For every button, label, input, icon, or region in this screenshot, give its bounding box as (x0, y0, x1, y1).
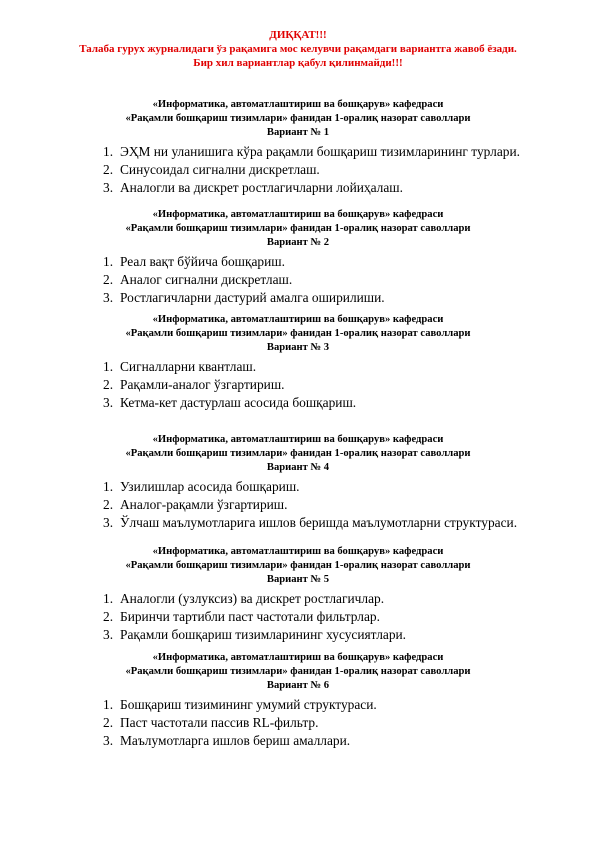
question-number: 3. (103, 627, 114, 642)
question-number: 1. (103, 359, 114, 374)
notice-line-1: Талаба гурух журналидаги ўз рақамига мос келувчи рақамдаги вариантга жавоб ёзади. (79, 43, 517, 55)
department-heading: «Информатика, автоматлаштириш ва бошқарув» кафедраси (152, 434, 444, 445)
question-list (0, 253, 596, 307)
subject-heading: «Рақамли бошқариш тизимлари» фанидан 1-оралиқ назорат саволлари (125, 448, 471, 459)
question-text: Рақамли бошқариш тизимларининг хусусиятлари. (120, 627, 407, 642)
subject-heading: «Рақамли бошқариш тизимлари» фанидан 1-оралиқ назорат саволлари (125, 328, 471, 339)
question-number: 1. (103, 697, 114, 712)
question-item (0, 626, 596, 644)
subject-heading: «Рақамли бошқариш тизимлари» фанидан 1-оралиқ назорат саволлари (125, 223, 471, 234)
question-number: 1. (103, 144, 114, 159)
question-text: Аналог-рақамли ўзгартириш. (120, 497, 288, 512)
department-heading: «Информатика, автоматлаштириш ва бошқарув» кафедраси (152, 652, 444, 663)
question-text: Паст частотали пассив RL-фильтр. (120, 715, 319, 730)
question-text: Сигналларни квантлаш. (120, 359, 257, 374)
question-number: 3. (103, 180, 114, 195)
question-text: Аналогли (узлуксиз) ва дискрет ростлагичлар. (120, 591, 385, 606)
question-item (0, 376, 596, 394)
question-list (0, 358, 596, 412)
question-item (0, 608, 596, 626)
question-text: Ўлчаш маълумотларига ишлов беришда маълумотларни структураси. (120, 515, 518, 530)
variant-block (0, 313, 596, 412)
question-item (0, 271, 596, 289)
question-number: 1. (103, 591, 114, 606)
question-item (0, 714, 596, 732)
question-item (0, 161, 596, 179)
subject-heading: «Рақамли бошқариш тизимлари» фанидан 1-оралиқ назорат саволлари (125, 666, 471, 677)
variant-block (0, 433, 596, 532)
question-text: Узилишлар асосида бошқариш. (120, 479, 300, 494)
question-text: Кетма-кет дастурлаш асосида бошқариш. (120, 395, 357, 410)
notice-block (0, 28, 596, 70)
notice-title: ДИҚҚАТ!!! (269, 29, 327, 41)
question-item (0, 732, 596, 750)
question-number: 3. (103, 395, 114, 410)
variant-label: Вариант № 5 (266, 574, 330, 585)
question-text: Аналог сигнални дискретлаш. (120, 272, 293, 287)
question-item (0, 358, 596, 376)
question-number: 2. (103, 715, 114, 730)
question-item (0, 514, 596, 532)
question-number: 3. (103, 515, 114, 530)
question-text: ЭҲМ ни уланишига кўра рақамли бошқариш тизимларининг турлари. (120, 144, 520, 159)
subject-heading: «Рақамли бошқариш тизимлари» фанидан 1-оралиқ назорат саволлари (125, 113, 471, 124)
question-item (0, 696, 596, 714)
question-number: 2. (103, 162, 114, 177)
question-list (0, 696, 596, 750)
department-heading: «Информатика, автоматлаштириш ва бошқарув» кафедраси (152, 209, 444, 220)
question-text: Ростлагичларни дастурий амалга оширилиши. (120, 290, 385, 305)
variant-block (0, 98, 596, 197)
variant-label: Вариант № 6 (266, 680, 330, 691)
question-text: Рақамли-аналог ўзгартириш. (120, 377, 285, 392)
question-text: Реал вақт бўйича бошқариш. (120, 254, 285, 269)
variant-label: Вариант № 4 (266, 462, 330, 473)
question-item (0, 590, 596, 608)
question-number: 2. (103, 272, 114, 287)
notice-line-2: Бир хил вариантлар қабул қилинмайди!!! (193, 57, 403, 69)
question-text: Маълумотларга ишлов бериш амаллари. (120, 733, 351, 748)
variant-label: Вариант № 2 (266, 237, 330, 248)
question-number: 1. (103, 254, 114, 269)
question-item (0, 143, 596, 161)
subject-heading: «Рақамли бошқариш тизимлари» фанидан 1-оралиқ назорат саволлари (125, 560, 471, 571)
question-number: 3. (103, 733, 114, 748)
question-number: 2. (103, 377, 114, 392)
department-heading: «Информатика, автоматлаштириш ва бошқарув» кафедраси (152, 314, 444, 325)
question-list (0, 478, 596, 532)
question-item (0, 478, 596, 496)
question-list (0, 590, 596, 644)
department-heading: «Информатика, автоматлаштириш ва бошқарув» кафедраси (152, 546, 444, 557)
question-item (0, 496, 596, 514)
question-text: Биринчи тартибли паст частотали фильтрлар. (120, 609, 380, 624)
variant-block (0, 208, 596, 307)
question-number: 3. (103, 290, 114, 305)
variant-label: Вариант № 1 (266, 127, 330, 138)
question-number: 2. (103, 497, 114, 512)
question-list (0, 143, 596, 197)
question-item (0, 179, 596, 197)
question-text: Бошқариш тизимининг умумий структураси. (120, 697, 377, 712)
question-item (0, 253, 596, 271)
variant-block (0, 545, 596, 644)
question-text: Аналогли ва дискрет ростлагичларни лойиҳалаш. (120, 180, 403, 195)
question-text: Синусоидал сигнални дискретлаш. (120, 162, 320, 177)
variant-block (0, 651, 596, 750)
question-number: 2. (103, 609, 114, 624)
variant-label: Вариант № 3 (266, 342, 330, 353)
question-item (0, 394, 596, 412)
question-item (0, 289, 596, 307)
department-heading: «Информатика, автоматлаштириш ва бошқарув» кафедраси (152, 99, 444, 110)
question-number: 1. (103, 479, 114, 494)
